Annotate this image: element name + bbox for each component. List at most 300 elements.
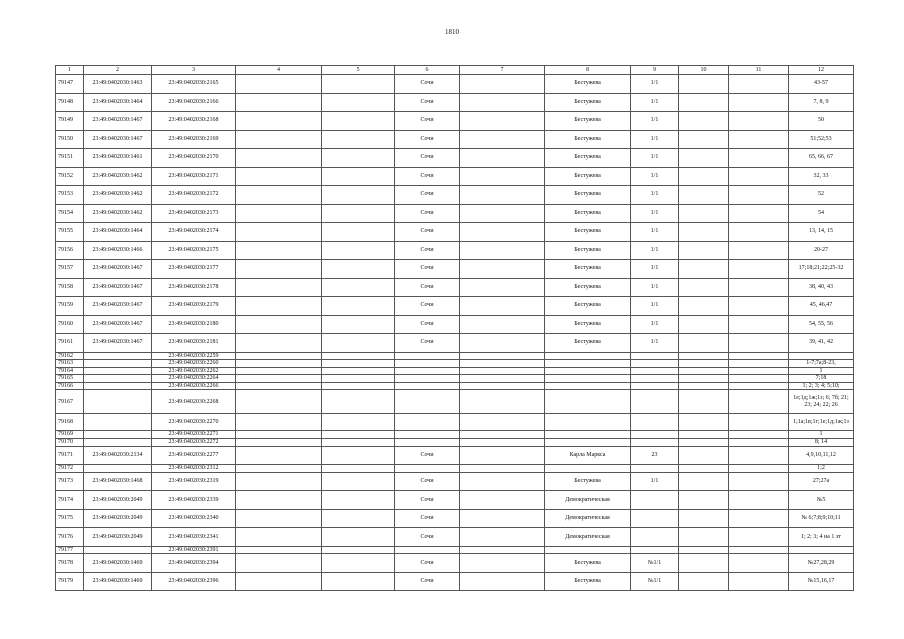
table-cell-col-9 [631,360,679,368]
table-cell-col-12: 50 [789,112,854,131]
registry-table [55,65,854,591]
table-cell-col-11 [729,167,789,186]
table-cell-col-3: 23:49:0402030:2178 [152,278,236,297]
table-cell-col-7 [460,352,545,360]
table-cell-col-7 [460,334,545,353]
table-cell-col-4 [236,167,322,186]
table-cell-col-12: 13, 14, 15 [789,223,854,242]
table-cell-col-11 [729,241,789,260]
column-header-6: 6 [395,66,460,75]
table-cell-col-5 [322,382,395,390]
table-cell-col-12: 43-57 [789,75,854,94]
table-cell-col-2 [84,360,152,368]
table-cell-col-5 [322,546,395,554]
table-cell-col-9: 1/1 [631,130,679,149]
table-cell-col-6: Сочи [395,572,460,591]
table-cell-col-9 [631,375,679,383]
table-cell-col-5 [322,352,395,360]
table-cell-col-12: 27;27а [789,472,854,491]
table-cell-col-5 [322,315,395,334]
table-cell-col-9 [631,491,679,510]
table-cell-col-12: 45, 46,47 [789,297,854,316]
table-cell-col-7 [460,382,545,390]
table-cell-col-1: 79169 [56,431,84,439]
table-cell-col-11 [729,260,789,279]
table-cell-col-12: 7;18 [789,375,854,383]
table-cell-col-11 [729,465,789,473]
table-cell-col-11 [729,382,789,390]
table-row [56,167,854,186]
table-row [56,491,854,510]
table-cell-col-11 [729,223,789,242]
table-cell-col-7 [460,149,545,168]
table-cell-col-6: Сочи [395,93,460,112]
table-row [56,297,854,316]
table-cell-col-6: Сочи [395,241,460,260]
table-cell-col-10 [679,241,729,260]
table-cell-col-12: 1;1а;1в;1г;1е;1д;1ж;1з [789,414,854,431]
table-cell-col-9 [631,431,679,439]
table-cell-col-2: 23:49:0402030:1464 [84,223,152,242]
table-row [56,446,854,465]
table-cell-col-9: 1/1 [631,472,679,491]
table-cell-col-7 [460,414,545,431]
table-cell-col-1: 79150 [56,130,84,149]
table-row [56,465,854,473]
table-cell-col-4 [236,360,322,368]
table-row [56,334,854,353]
table-cell-col-7 [460,439,545,447]
table-cell-col-8 [545,414,631,431]
table-cell-col-1: 79164 [56,367,84,375]
table-cell-col-6: Сочи [395,112,460,131]
table-cell-col-8 [545,546,631,554]
table-cell-col-4 [236,130,322,149]
table-cell-col-4 [236,315,322,334]
table-cell-col-11 [729,112,789,131]
table-cell-col-9 [631,367,679,375]
table-cell-col-8 [545,465,631,473]
table-cell-col-2 [84,367,152,375]
table-cell-col-4 [236,278,322,297]
table-row [56,223,854,242]
table-cell-col-2: 23:49:0402030:1467 [84,112,152,131]
table-cell-col-3: 23:49:0402030:2396 [152,572,236,591]
table-row [56,278,854,297]
table-row [56,375,854,383]
table-cell-col-8: Бестужева [545,75,631,94]
table-cell-col-12: 1 [789,367,854,375]
table-cell-col-3: 23:49:0402030:2175 [152,241,236,260]
table-cell-col-9 [631,352,679,360]
table-cell-col-1: 79178 [56,554,84,573]
table-cell-col-3: 23:49:0402030:2169 [152,130,236,149]
table-cell-col-4 [236,472,322,491]
table-cell-col-11 [729,149,789,168]
table-cell-col-8 [545,431,631,439]
table-cell-col-3: 23:49:0402030:2339 [152,491,236,510]
table-cell-col-4 [236,465,322,473]
table-cell-col-11 [729,75,789,94]
table-cell-col-2: 23:49:0402030:1468 [84,472,152,491]
table-cell-col-2: 23:49:0402030:1466 [84,241,152,260]
table-cell-col-5 [322,491,395,510]
table-cell-col-9: 1/1 [631,278,679,297]
table-row [56,352,854,360]
table-row [56,546,854,554]
table-cell-col-5 [322,204,395,223]
table-cell-col-5 [322,149,395,168]
table-cell-col-12: 39, 41, 42 [789,334,854,353]
table-cell-col-7 [460,315,545,334]
table-cell-col-12: 32, 33 [789,167,854,186]
table-cell-col-4 [236,431,322,439]
table-cell-col-3: 23:49:0402030:2272 [152,439,236,447]
table-cell-col-10 [679,367,729,375]
table-cell-col-2 [84,352,152,360]
table-cell-col-12: № 6;7;8;9;10;11 [789,509,854,528]
table-cell-col-3: 23:49:0402030:2270 [152,414,236,431]
table-cell-col-6 [395,414,460,431]
table-cell-col-1: 79153 [56,186,84,205]
table-cell-col-10 [679,431,729,439]
table-cell-col-3: 23:49:0402030:2165 [152,75,236,94]
table-cell-col-11 [729,390,789,414]
table-cell-col-10 [679,278,729,297]
table-cell-col-12: 54, 55, 56 [789,315,854,334]
table-cell-col-10 [679,439,729,447]
table-cell-col-3: 23:49:0402030:2260 [152,360,236,368]
table-cell-col-8: Бестужева [545,278,631,297]
table-cell-col-9: 23 [631,446,679,465]
table-cell-col-2 [84,465,152,473]
table-cell-col-3: 23:49:0402030:2181 [152,334,236,353]
table-cell-col-11 [729,367,789,375]
table-cell-col-7 [460,491,545,510]
table-cell-col-6: Сочи [395,297,460,316]
table-cell-col-7 [460,130,545,149]
table-row [56,315,854,334]
table-cell-col-7 [460,431,545,439]
table-cell-col-9: 1/1 [631,204,679,223]
table-cell-col-6: Сочи [395,472,460,491]
table-cell-col-2: 23:49:0402030:1463 [84,75,152,94]
table-cell-col-9: №1/1 [631,554,679,573]
table-cell-col-12 [789,352,854,360]
table-cell-col-3: 23:49:0402030:2262 [152,367,236,375]
table-cell-col-4 [236,375,322,383]
table-cell-col-3: 23:49:0402030:2394 [152,554,236,573]
table-cell-col-8: Бестужева [545,204,631,223]
table-cell-col-8: Карла Маркса [545,446,631,465]
table-cell-col-5 [322,297,395,316]
table-row [56,112,854,131]
table-cell-col-3: 23:49:0402030:2170 [152,149,236,168]
table-cell-col-7 [460,367,545,375]
table-cell-col-6 [395,360,460,368]
table-cell-col-5 [322,439,395,447]
table-cell-col-9 [631,546,679,554]
table-cell-col-5 [322,465,395,473]
table-cell-col-3: 23:49:0402030:2259 [152,352,236,360]
table-cell-col-2: 23:49:0402030:1467 [84,260,152,279]
table-cell-col-6: Сочи [395,75,460,94]
table-cell-col-4 [236,367,322,375]
table-cell-col-2: 23:49:0402030:1467 [84,297,152,316]
column-header-11: 11 [729,66,789,75]
table-cell-col-8: Демократическая [545,491,631,510]
table-cell-col-1: 79174 [56,491,84,510]
table-cell-col-7 [460,360,545,368]
table-cell-col-8: Бестужева [545,112,631,131]
table-cell-col-8: Бестужева [545,315,631,334]
table-cell-col-8 [545,390,631,414]
table-cell-col-2 [84,382,152,390]
table-cell-col-9 [631,528,679,547]
table-row [56,130,854,149]
table-cell-col-1: 79170 [56,439,84,447]
table-cell-col-1: 79154 [56,204,84,223]
table-cell-col-4 [236,439,322,447]
table-cell-col-7 [460,572,545,591]
table-cell-col-11 [729,278,789,297]
table-cell-col-12: 1; 2; 3; 4 на 1 эт [789,528,854,547]
table-cell-col-2: 23:49:0402030:1462 [84,186,152,205]
table-cell-col-11 [729,204,789,223]
table-cell-col-6 [395,546,460,554]
table-cell-col-1: 79161 [56,334,84,353]
column-header-4: 4 [236,66,322,75]
table-cell-col-5 [322,528,395,547]
table-cell-col-4 [236,75,322,94]
table-cell-col-7 [460,297,545,316]
table-cell-col-12: №27,28,29 [789,554,854,573]
table-cell-col-1: 79165 [56,375,84,383]
table-row [56,431,854,439]
table-cell-col-1: 79156 [56,241,84,260]
table-cell-col-10 [679,315,729,334]
table-cell-col-4 [236,186,322,205]
table-cell-col-3: 23:49:0402030:2391 [152,546,236,554]
table-cell-col-7 [460,167,545,186]
table-cell-col-3: 23:49:0402030:2319 [152,472,236,491]
table-cell-col-1: 79155 [56,223,84,242]
table-cell-col-3: 23:49:0402030:2173 [152,204,236,223]
table-cell-col-3: 23:49:0402030:2266 [152,382,236,390]
table-cell-col-2 [84,431,152,439]
table-cell-col-12: 8; 14 [789,439,854,447]
table-cell-col-7 [460,446,545,465]
table-cell-col-10 [679,509,729,528]
table-cell-col-11 [729,334,789,353]
table-cell-col-11 [729,315,789,334]
table-cell-col-10 [679,93,729,112]
table-cell-col-11 [729,528,789,547]
table-cell-col-5 [322,112,395,131]
table-cell-col-2: 23:49:0402030:1469 [84,554,152,573]
column-header-7: 7 [460,66,545,75]
table-cell-col-6: Сочи [395,149,460,168]
table-cell-col-11 [729,414,789,431]
table-cell-col-6: Сочи [395,186,460,205]
table-cell-col-5 [322,278,395,297]
table-cell-col-6 [395,367,460,375]
table-cell-col-7 [460,375,545,383]
table-cell-col-2: 23:49:0402030:1467 [84,130,152,149]
table-cell-col-2: 23:49:0402030:1462 [84,204,152,223]
table-cell-col-2: 23:49:0402030:2049 [84,509,152,528]
table-cell-col-10 [679,375,729,383]
table-cell-col-7 [460,546,545,554]
table-cell-col-8 [545,382,631,390]
table-cell-col-6: Сочи [395,204,460,223]
table-cell-col-4 [236,446,322,465]
table-cell-col-9: 1/1 [631,75,679,94]
table-cell-col-8: Бестужева [545,334,631,353]
column-header-5: 5 [322,66,395,75]
table-cell-col-9: 1/1 [631,334,679,353]
table-cell-col-2: 23:49:0402030:2134 [84,446,152,465]
table-cell-col-4 [236,546,322,554]
table-cell-col-3: 23:49:0402030:2180 [152,315,236,334]
table-cell-col-8: Бестужева [545,472,631,491]
table-cell-col-3: 23:49:0402030:2312 [152,465,236,473]
table-cell-col-10 [679,382,729,390]
table-cell-col-11 [729,93,789,112]
table-cell-col-3: 23:49:0402030:2174 [152,223,236,242]
table-cell-col-5 [322,375,395,383]
table-cell-col-1: 79166 [56,382,84,390]
table-cell-col-2 [84,390,152,414]
table-cell-col-1: 79157 [56,260,84,279]
table-cell-col-2: 23:49:0402030:2049 [84,491,152,510]
table-cell-col-4 [236,223,322,242]
table-cell-col-5 [322,554,395,573]
table-cell-col-11 [729,439,789,447]
table-cell-col-10 [679,554,729,573]
table-cell-col-4 [236,352,322,360]
table-cell-col-11 [729,352,789,360]
table-cell-col-11 [729,360,789,368]
table-cell-col-1: 79163 [56,360,84,368]
table-cell-col-5 [322,360,395,368]
table-cell-col-8: Бестужева [545,93,631,112]
table-cell-col-7 [460,112,545,131]
table-cell-col-11 [729,509,789,528]
table-cell-col-3: 23:49:0402030:2171 [152,167,236,186]
table-cell-col-10 [679,465,729,473]
table-cell-col-6 [395,375,460,383]
table-cell-col-8: Бестужева [545,554,631,573]
table-cell-col-3: 23:49:0402030:2179 [152,297,236,316]
table-cell-col-12: №5 [789,491,854,510]
column-header-2: 2 [84,66,152,75]
table-cell-col-5 [322,130,395,149]
table-cell-col-10 [679,360,729,368]
table-cell-col-3: 23:49:0402030:2264 [152,375,236,383]
table-cell-col-1: 79151 [56,149,84,168]
table-cell-col-6 [395,465,460,473]
column-header-8: 8 [545,66,631,75]
table-cell-col-2: 23:49:0402030:1469 [84,572,152,591]
table-cell-col-5 [322,572,395,591]
table-cell-col-1: 79147 [56,75,84,94]
table-cell-col-2: 23:49:0402030:1464 [84,93,152,112]
table-cell-col-8: Бестужева [545,572,631,591]
table-cell-col-4 [236,382,322,390]
table-cell-col-10 [679,130,729,149]
column-header-1: 1 [56,66,84,75]
table-cell-col-4 [236,204,322,223]
table-cell-col-6: Сочи [395,260,460,279]
table-cell-col-11 [729,546,789,554]
table-cell-col-6: Сочи [395,528,460,547]
table-cell-col-12: 1е;1д;1ж;1з; 6; 7б; 21; 23; 24; 22; 26 [789,390,854,414]
table-cell-col-10 [679,112,729,131]
table-cell-col-9 [631,465,679,473]
column-header-9: 9 [631,66,679,75]
table-cell-col-2: 23:49:0402030:1467 [84,278,152,297]
table-cell-col-5 [322,223,395,242]
table-cell-col-8: Бестужева [545,297,631,316]
table-cell-col-5 [322,431,395,439]
table-cell-col-6 [395,390,460,414]
table-cell-col-10 [679,414,729,431]
table-cell-col-4 [236,260,322,279]
table-row [56,75,854,94]
table-cell-col-1: 79148 [56,93,84,112]
table-cell-col-7 [460,223,545,242]
table-cell-col-7 [460,241,545,260]
header-row [56,66,854,75]
table-cell-col-9: 1/1 [631,186,679,205]
table-cell-col-1: 79167 [56,390,84,414]
table-cell-col-6: Сочи [395,509,460,528]
table-cell-col-11 [729,491,789,510]
table-cell-col-1: 79149 [56,112,84,131]
column-header-3: 3 [152,66,236,75]
table-cell-col-5 [322,260,395,279]
table-row [56,186,854,205]
table-row [56,204,854,223]
table-cell-col-4 [236,414,322,431]
table-cell-col-12: 7, 8, 9 [789,93,854,112]
table-cell-col-5 [322,167,395,186]
table-cell-col-11 [729,375,789,383]
table-cell-col-6: Сочи [395,130,460,149]
table-cell-col-5 [322,414,395,431]
table-cell-col-12: 65, 66, 67 [789,149,854,168]
table-cell-col-4 [236,509,322,528]
table-cell-col-2 [84,375,152,383]
table-cell-col-12: 1-7;7а;8-23, [789,360,854,368]
table-cell-col-4 [236,149,322,168]
table-cell-col-4 [236,297,322,316]
table-cell-col-6: Сочи [395,554,460,573]
table-cell-col-2 [84,414,152,431]
table-cell-col-6 [395,382,460,390]
table-cell-col-12: 38, 40, 43 [789,278,854,297]
table-cell-col-7 [460,472,545,491]
table-row [56,572,854,591]
table-row [56,509,854,528]
table-cell-col-4 [236,93,322,112]
table-cell-col-8: Бестужева [545,186,631,205]
table-cell-col-4 [236,491,322,510]
table-cell-col-11 [729,572,789,591]
table-cell-col-9: №1/1 [631,572,679,591]
table-cell-col-4 [236,390,322,414]
